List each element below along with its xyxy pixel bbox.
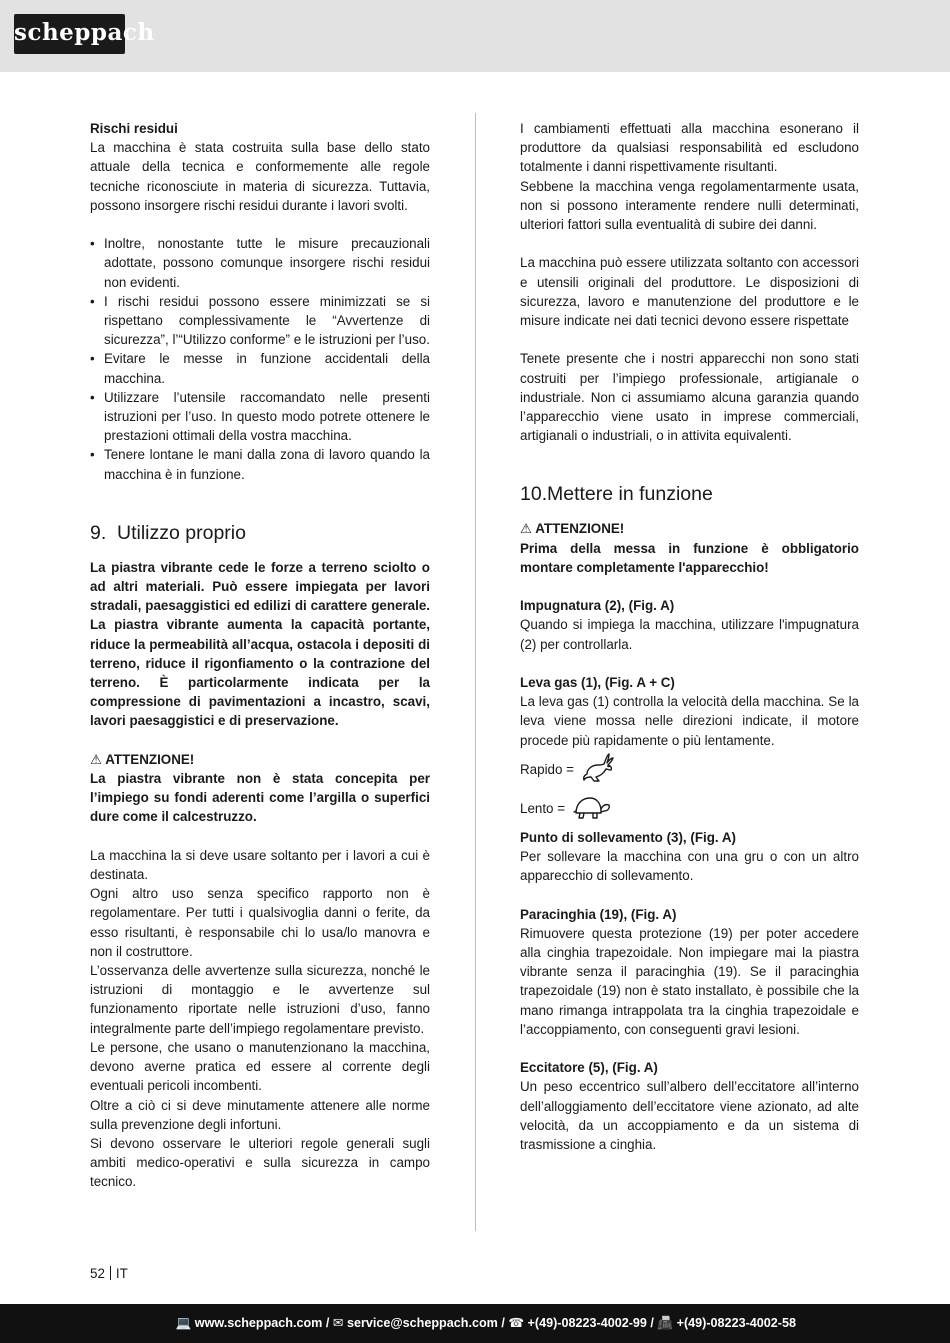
exciter-text: Un peso eccentrico sull’albero dell’eccitatore all’interno dell’alloggiamento dell’eccitatore viene azionato, ad alte velocità, da un accoppiamento e da un sistema di trasmissione a cinghia. [520, 1079, 859, 1153]
header-bar [0, 0, 950, 72]
footer-separator: / [497, 1316, 509, 1330]
warning-icon: ⚠ [520, 521, 533, 537]
section-number: 10. [520, 483, 548, 506]
paragraph: Ogni altro uso senza specifico rapporto non è regolamentare. Per tutti i qualsivoglia danni o ferite, da esso risultanti, è responsabile chi lo usa/lo manovra e non il costruttore. [90, 886, 430, 959]
section-number: 9. [90, 521, 107, 544]
paragraph: I cambiamenti effettuati alla macchina esonerano il produttore da qualsiasi responsabilità ed escludono totalmente i danni rispettivamente risultanti. [520, 121, 859, 175]
fast-label: Rapido = [520, 761, 574, 777]
paragraph: Sebbene la macchina venga regolamentarmente usata, non si possono interamente rendere nulli determinati, ulteriori fattori sulla eventualità di subire dei danni. [520, 178, 859, 233]
paragraph: Oltre a ciò ci si deve minutamente attenere alle norme sulla prevenzione degli infortuni. [90, 1097, 430, 1132]
residual-risks-list [90, 234, 430, 484]
website-link[interactable]: www.scheppach.com [194, 1316, 323, 1330]
warning-label-text: ATTENZIONE! [535, 521, 625, 537]
warning-icon: ⚠ [90, 751, 103, 767]
page-number [90, 1264, 128, 1283]
fax-icon: 📠 [657, 1316, 674, 1330]
scheppach-logo: scheppach [14, 14, 125, 54]
list-item: • Tenere lontane le mani dalla zona di lavoro quando la macchina è in funzione. [90, 445, 430, 483]
list-item: • Inoltre, nonostante tutte le misure precauzionali adottate, possono comunque insorgere rischi residui non evidenti. [90, 234, 430, 292]
paragraph: La macchina la si deve usare soltanto per i lavori a cui è destinata. [90, 847, 430, 883]
right-column [520, 119, 859, 1154]
footer-separator: / [646, 1316, 658, 1330]
rabbit-icon [582, 753, 616, 785]
list-item: • Utilizzare l’utensile raccomandato nelle presenti istruzioni per l’uso. In questo modo potrete ottenere le prestazioni ottimali della vostra macchina. [90, 388, 430, 446]
throttle-text: La leva gas (1) controlla la velocità della macchina. Se la leva viene mossa nelle direzioni indicate, il motore procede più rapidamente o più lentamente. [520, 694, 859, 748]
lift-title: Punto di sollevamento (3), (Fig. A) [520, 829, 736, 845]
paragraph: La macchina può essere utilizzata soltanto con accessori e utensili originali del produttore. Le disposizioni di sicurezza, lavoro e manutenzione del produttore e le misure indicate nei dati tecnici devono essere rispettate [520, 255, 859, 329]
section-title: Mettere in funzione [547, 483, 713, 506]
warning-label [90, 750, 430, 769]
footer-bar [0, 1304, 950, 1343]
section-10-heading [520, 481, 859, 507]
list-item: • I rischi residui possono essere minimizzati se si rispettano complessivamente le “Avvertenze di sicurezza”, l’“Utilizzo conforme” e le istruzioni per l’uso. [90, 292, 430, 350]
exciter-title: Eccitatore (5), (Fig. A) [520, 1060, 658, 1076]
page-language: IT [115, 1266, 128, 1281]
footer-separator: / [322, 1316, 333, 1330]
paragraph: Le persone, che usano o manutenzionano la macchina, devono averne pratica ed essere al corrente degli eventuali pericoli incombenti. [90, 1039, 430, 1094]
list-item: • Evitare le messe in funzione accidentali della macchina. [90, 349, 430, 387]
warning-label-text: ATTENZIONE! [105, 751, 195, 767]
warning-label [520, 519, 859, 538]
page-number-value: 52 [90, 1266, 105, 1281]
residual-risks-title: Rischi residui [90, 121, 178, 136]
warning-text: La piastra vibrante non è stata concepita per l’impiego su fondi aderenti come l’argilla o superfici dure come il calcestruzzo. [90, 771, 430, 825]
section-9-heading [90, 520, 430, 546]
slow-row [520, 789, 859, 828]
handle-text: Quando si impiega la macchina, utilizzare l'impugnatura (2) per controllarla. [520, 617, 859, 652]
phone-icon: ☎ [508, 1316, 525, 1330]
paragraph: L’osservanza delle avvertenze sulla sicurezza, nonché le istruzioni di montaggio e le avvertenze sul funzionamento riportate nelle istruzioni d’uso, fanno integralmente parte dell’impiego regolamentare previsto. [90, 963, 430, 1036]
fast-row [520, 750, 859, 789]
left-column [90, 119, 430, 1192]
fax-number: +(49)-08223-4002-58 [676, 1316, 796, 1330]
paragraph: Si devono osservare le ulteriori regole generali sugli ambiti medico-operativi e sulla sicurezza in campo tecnico. [90, 1135, 430, 1190]
belt-guard-text: Rimuovere questa protezione (19) per poter accedere alla cinghia trapezoidale. Non impiegare mai la piastra vibrante senza il paracinghia (19). Se il paracinghia trapezoidale (19) non è stato installato, è possibile che la mano rimanga intrappolata tra la cinghia trapezoidale e l’accoppiamento, con conseguenti gravi lesioni. [520, 925, 859, 1037]
section-title: Utilizzo proprio [117, 521, 246, 544]
belt-guard-title: Paracinghia (19), (Fig. A) [520, 906, 677, 922]
lift-text: Per sollevare la macchina con una gru o con un altro apparecchio di sollevamento. [520, 849, 859, 884]
residual-risks-intro: La macchina è stata costruita sulla base dello stato attuale della tecnica e conformemente alle regole tecniche riconosciute in materia di sicurezza. Tuttavia, possono insorgere rischi residui durante i lavori svolti. [90, 140, 430, 213]
phone-number[interactable]: +(49)-08223-4002-99 [527, 1316, 647, 1330]
handle-title: Impugnatura (2), (Fig. A) [520, 598, 675, 614]
column-divider [475, 113, 476, 1231]
mail-icon: ✉ [332, 1316, 344, 1330]
paragraph: Tenete presente che i nostri apparecchi non sono stati costruiti per l’impiego professionale, artigianale o industriale. Non ci assumiamo alcuna garanzia quando l’apparecchio viene usato in imprese commerciali, artigianali o industriali, o in attivita equivalenti. [520, 351, 859, 444]
throttle-title: Leva gas (1), (Fig. A + C) [520, 675, 675, 691]
page-number-separator [110, 1266, 111, 1280]
computer-icon: 💻 [175, 1316, 192, 1330]
slow-label: Lento = [520, 800, 566, 816]
warning-text: Prima della messa in funzione è obbligatorio montare completamente l'apparecchio! [520, 540, 859, 575]
turtle-icon [573, 793, 611, 823]
intended-use-intro: La piastra vibrante cede le forze a terreno sciolto o ad altri materiali. Può essere impiegata per lavori stradali, paesaggistici ed edilizi di carattere generale. La piastra vibrante aumenta la capacità portante, riduce la permeabilità all’acqua, ostacola i depositi di terreno, riduce il rigonfiamento o la contrazione del terreno. È particolarmente indicata per la compressione di pavimentazioni a incastro, scavi, lavori paesaggistici e di preservazione. [90, 559, 430, 729]
email-link[interactable]: service@scheppach.com [346, 1316, 498, 1330]
